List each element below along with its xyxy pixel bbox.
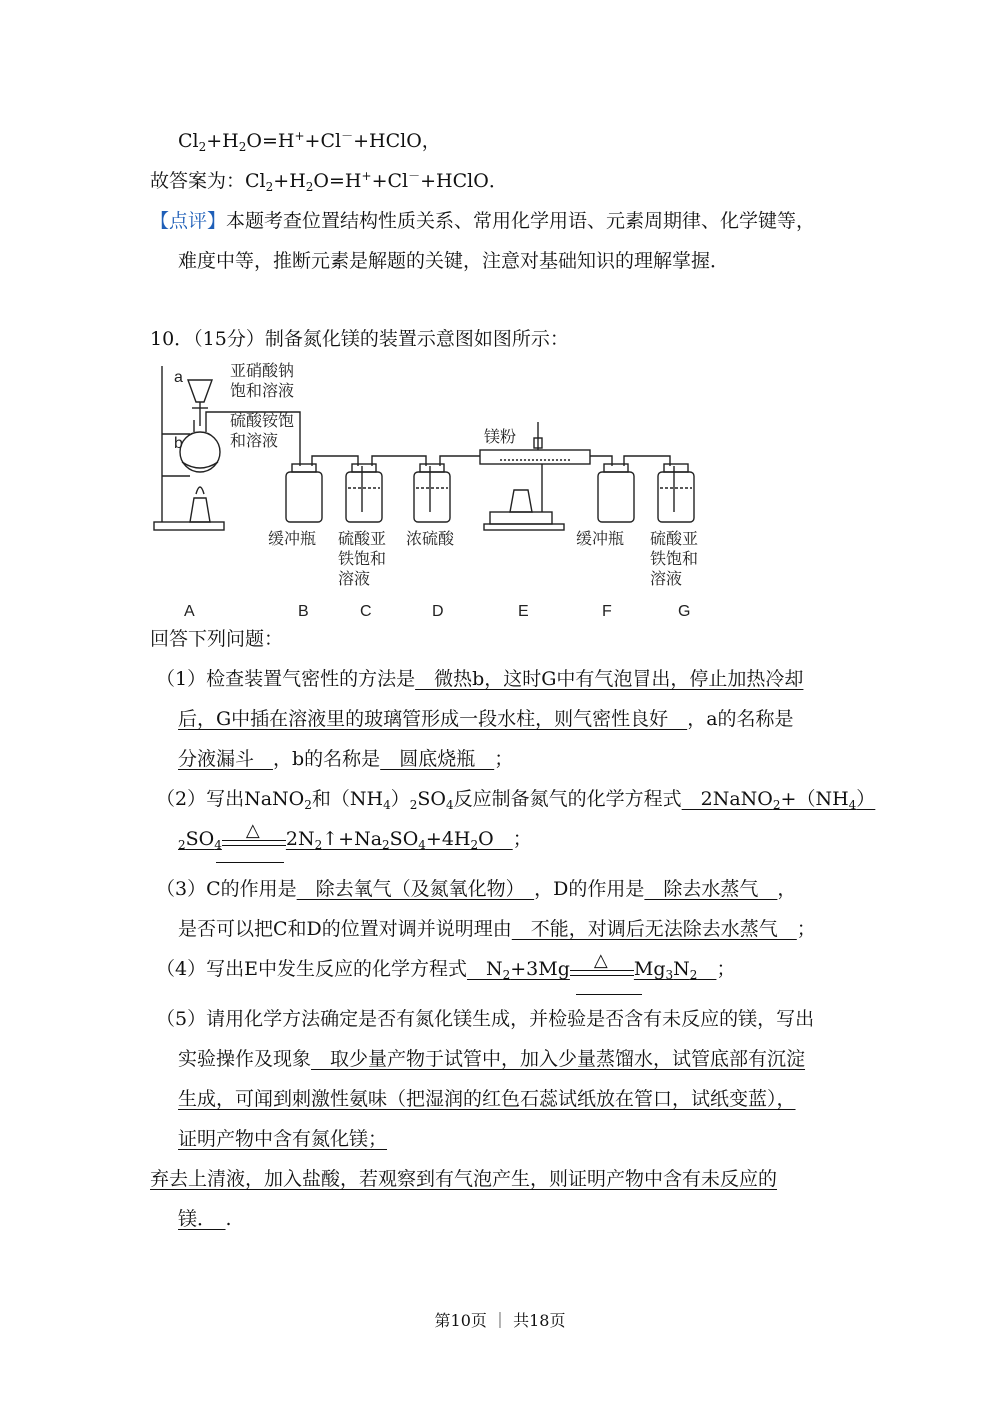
label-a: a — [174, 369, 183, 386]
svg-text:饱和溶液: 饱和溶液 — [230, 381, 295, 400]
svg-text:溶液: 溶液 — [650, 569, 683, 588]
comment-tag: 【点评】 — [150, 210, 227, 232]
q2-line1: （2）写出NaNO$_2$和$(NH_4)_2SO_4$反应制备氮气的化学方程式 $2NaNO_2+(NH_4)$ — [156, 788, 876, 812]
answer-label: 故答案为： — [150, 170, 246, 192]
q5-line4: 证明产物中含有氮化镁； — [178, 1128, 388, 1150]
bottle-B — [286, 472, 322, 522]
label-nano2: 亚硝酸钠 — [230, 362, 295, 380]
apparatus-diagram — [150, 362, 730, 624]
bottle-D — [414, 472, 450, 522]
letter-E: E — [518, 603, 529, 620]
q5-line3: 生成，可闻到刺激性氨味（把湿润的红色石蕊试纸放在管口，试纸变蓝）， — [178, 1088, 796, 1110]
label-mg: 镁粉 — [484, 427, 517, 446]
bottle-C — [346, 472, 382, 522]
heat-equals-sign-2: △ — [570, 956, 634, 982]
question-intro: 回答下列问题： — [150, 628, 284, 650]
question-header: 10．（15分）制备氮化镁的装置示意图如图所示： — [150, 328, 569, 350]
comment-line-2: 难度中等，推断元素是解题的关键，注意对基础知识的理解掌握． — [178, 250, 730, 272]
q1-line1: （1）检查装置气密性的方法是 微热b，这时G中有气泡冒出，停止加热冷却 — [156, 668, 804, 690]
letter-F: F — [602, 603, 612, 620]
heat-equals-sign: △ — [222, 826, 286, 852]
answer-line: 故答案为：$Cl_2+H_2O=H^++Cl^-+HClO$． — [150, 169, 508, 194]
label-D: 浓硫酸 — [406, 529, 455, 548]
q4-underline-extra — [576, 994, 642, 995]
letter-B: B — [298, 603, 309, 620]
svg-text:硫酸亚: 硫酸亚 — [338, 529, 387, 548]
q3-line1: （3）C的作用是 除去氧气（及氮氧化物） ，D的作用是 除去水蒸气 ， — [156, 878, 797, 900]
q5-line2: 实验操作及现象 取少量产物于试管中，加入少量蒸馏水，试管底部有沉淀 — [178, 1048, 806, 1070]
q4-line: （4）写出E中发生反应的化学方程式 $N_2+3Mg$ △ $Mg_3N_2$ ； — [156, 950, 736, 982]
q2-line2: $_2SO_4$ △ $2N_2↑+Na_2SO_4+4H_2O$ ； — [178, 820, 532, 852]
svg-text:铁饱和: 铁饱和 — [650, 549, 699, 568]
comment-line-1: 【点评】本题考查位置结构性质关系、常用化学用语、元素周期律、化学键等， — [150, 210, 816, 232]
svg-text:硫酸亚: 硫酸亚 — [650, 529, 699, 548]
page-footer: 第10页 ｜ 共18页 — [434, 1311, 566, 1330]
letter-G: G — [678, 603, 691, 620]
q5-line1: （5）请用化学方法确定是否有氮化镁生成，并检验是否含有未反应的镁，写出 — [156, 1008, 815, 1030]
label-nh4: 硫酸铵饱 — [230, 411, 295, 430]
burner — [190, 498, 210, 522]
svg-text:溶液: 溶液 — [338, 569, 371, 588]
stand-base — [154, 522, 224, 530]
q3-line2: 是否可以把C和D的位置对调并说明理由 不能，对调后无法除去水蒸气 ； — [178, 918, 816, 940]
q5-line5: 弃去上清液，加入盐酸，若观察到有气泡产生，则证明产物中含有未反应的 — [150, 1168, 778, 1190]
apparatus-figure — [150, 362, 730, 629]
q2-underline-extra — [216, 862, 284, 863]
q1-line3: 分液漏斗 ，b的名称是 圆底烧瓶 ； — [178, 748, 514, 770]
svg-text:和溶液: 和溶液 — [230, 431, 279, 450]
equation-line: $Cl_2+H_2O=H^++Cl^-+HClO$， — [178, 129, 441, 154]
heater-base — [490, 512, 552, 524]
q1-line2: 后，G中插在溶液里的玻璃管形成一段水柱，则气密性良好 ，a的名称是 — [178, 708, 794, 730]
round-flask — [180, 432, 220, 472]
letter-C: C — [360, 603, 372, 620]
separatory-funnel — [188, 380, 212, 402]
label-b: b — [174, 435, 183, 452]
letter-A: A — [184, 603, 195, 620]
label-F: 缓冲瓶 — [576, 529, 625, 548]
bottle-F — [598, 472, 634, 522]
letter-D: D — [432, 603, 444, 620]
label-B: 缓冲瓶 — [268, 529, 317, 548]
reaction-tube — [480, 450, 590, 464]
bottle-G — [658, 472, 694, 522]
svg-text:铁饱和: 铁饱和 — [338, 549, 387, 568]
q5-line6: 镁． . — [178, 1208, 232, 1230]
